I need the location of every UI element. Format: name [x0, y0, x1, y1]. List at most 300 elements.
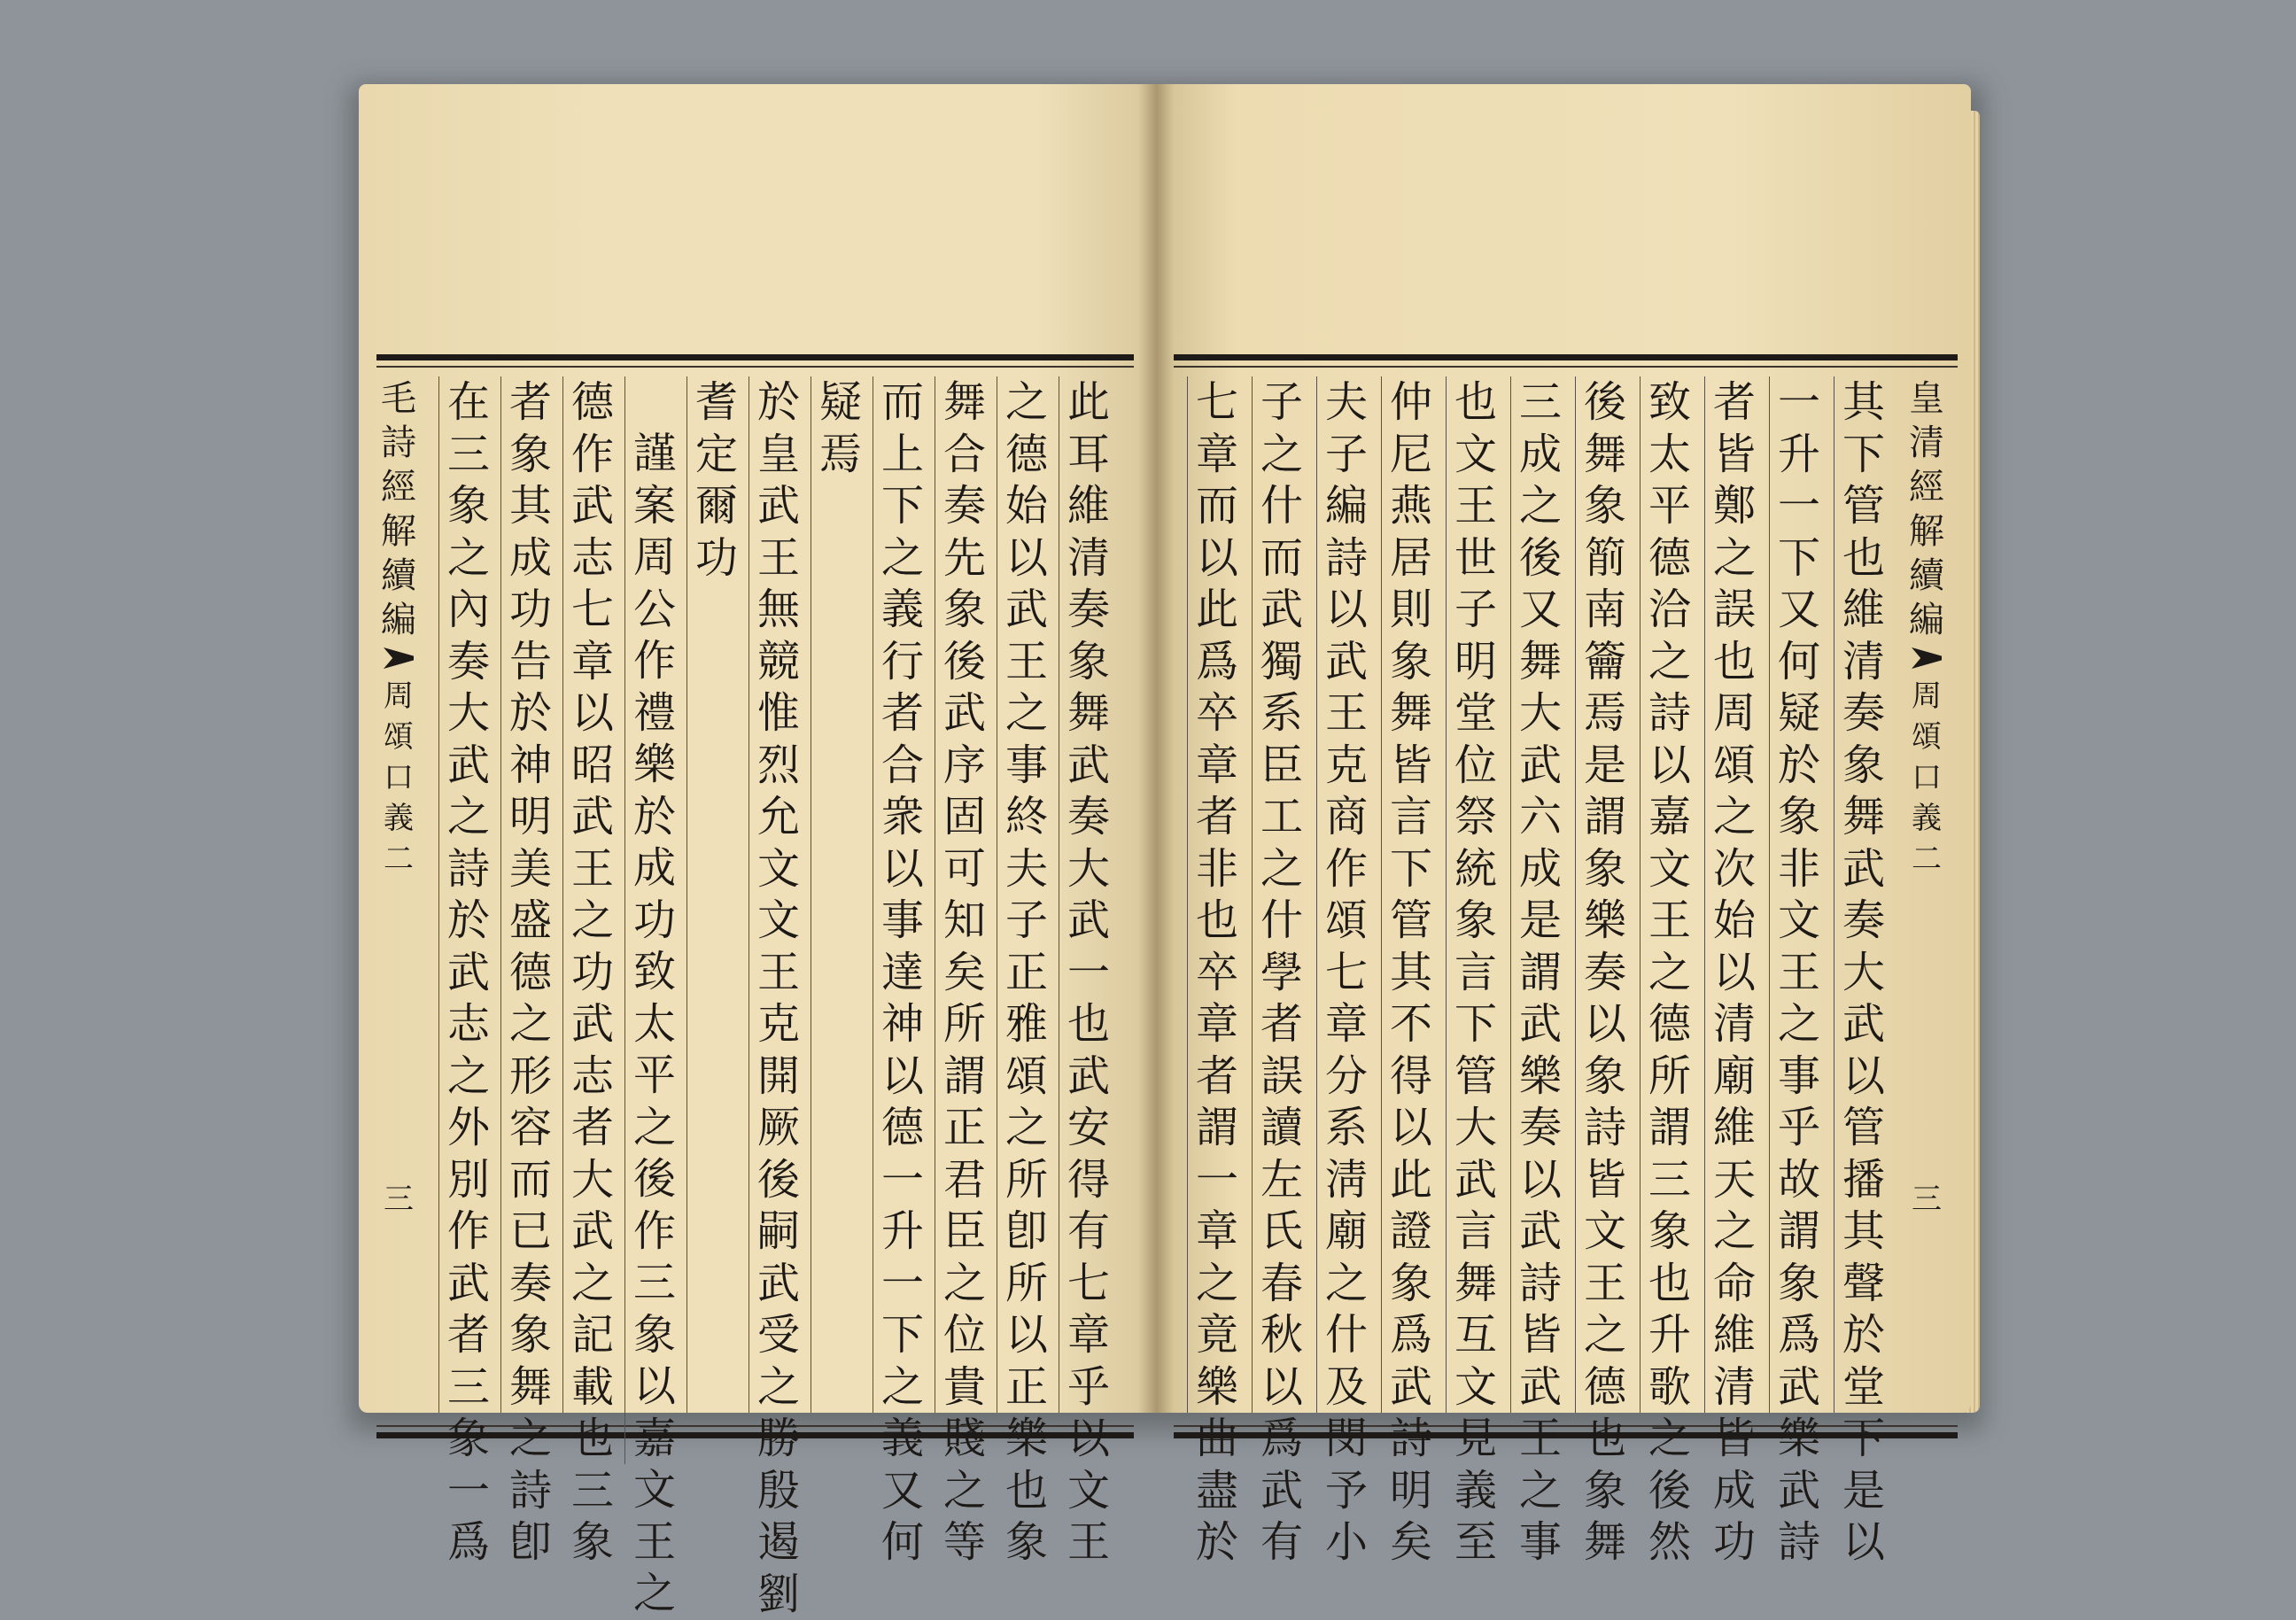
character: 以: [1000, 532, 1053, 585]
character: 讀: [1255, 1102, 1308, 1154]
character: 奏: [1514, 1102, 1567, 1154]
character: 之: [566, 1258, 619, 1310]
character: 克: [752, 998, 805, 1050]
left-page: [359, 84, 1156, 1413]
character: 奏: [442, 636, 495, 688]
character: 昭: [566, 740, 619, 792]
character: 左: [1255, 1154, 1308, 1206]
character: 南: [1578, 584, 1632, 636]
character: 文: [1578, 1205, 1632, 1258]
character: 衆: [876, 791, 929, 843]
character: 競: [752, 636, 805, 688]
character: 克: [1320, 740, 1373, 792]
character: 武: [1772, 1361, 1826, 1414]
character: 商: [1320, 791, 1373, 843]
character: 誤: [1255, 1050, 1308, 1103]
character: 舞: [1837, 791, 1890, 843]
character: 之: [1772, 998, 1826, 1050]
character: 武: [1772, 1465, 1826, 1517]
character: 言: [1449, 1205, 1502, 1258]
character: 秋: [1255, 1309, 1308, 1361]
character: 之: [1514, 1465, 1567, 1517]
character: 象: [1578, 843, 1632, 895]
character: 章: [566, 636, 619, 688]
character: 者: [504, 376, 557, 429]
character: 系: [1255, 687, 1308, 740]
character: 也: [1837, 532, 1890, 585]
character: 武: [566, 1205, 619, 1258]
character: 謂: [1643, 1102, 1696, 1154]
character: 於: [752, 376, 805, 429]
character: 耆: [690, 376, 743, 429]
character: 文: [1643, 843, 1696, 895]
character: 文: [752, 895, 805, 947]
character: 所: [1000, 1258, 1053, 1310]
character: 事: [876, 895, 929, 947]
character: 以: [876, 1050, 929, 1103]
character: 堂: [1449, 687, 1502, 740]
character: 劉: [752, 1569, 805, 1620]
character: 之: [1643, 1413, 1696, 1465]
character: 者: [1255, 998, 1308, 1050]
character: 奏: [1062, 584, 1115, 636]
character: 以: [1837, 1050, 1890, 1103]
glyph: 二: [1912, 839, 1942, 880]
text-column: [935, 376, 994, 1413]
character: 作: [628, 1205, 681, 1258]
character: 而: [876, 376, 929, 429]
glyph: 詩: [381, 421, 416, 465]
character: 六: [1514, 791, 1567, 843]
character: 此: [1385, 1154, 1438, 1206]
character: 以: [1708, 947, 1761, 999]
character: 籥: [1578, 636, 1632, 688]
character: 武: [1385, 1361, 1438, 1414]
character: 外: [442, 1102, 495, 1154]
character: 以: [1320, 584, 1373, 636]
character: 後: [628, 1153, 681, 1205]
character: 所: [1000, 1154, 1053, 1206]
character: 七: [1191, 376, 1244, 429]
character: 嘉: [1643, 791, 1696, 843]
character: 象: [1449, 895, 1502, 947]
character: 達: [876, 947, 929, 999]
character: 奏: [1837, 687, 1890, 740]
character: 內: [442, 584, 495, 636]
character: 七: [1062, 1258, 1115, 1310]
text-column: [1640, 376, 1699, 1413]
character: 賤: [938, 1413, 991, 1465]
text-column: [624, 376, 684, 1464]
character: 竟: [1191, 1309, 1244, 1361]
glyph: 續: [381, 554, 416, 598]
glyph: 編: [381, 598, 416, 642]
character: 成: [1514, 429, 1567, 481]
character: 其: [1837, 376, 1890, 429]
character: 王: [1772, 947, 1826, 999]
character: 樂: [1191, 1361, 1244, 1414]
character: 舞: [504, 1361, 557, 1414]
character: 也: [1191, 895, 1244, 947]
character: 下: [1837, 429, 1890, 481]
character: 之: [1255, 429, 1308, 481]
character: 舞: [1578, 429, 1632, 481]
right-page-frame: [1174, 354, 1958, 1438]
character: 武: [1449, 1154, 1502, 1206]
character: 之: [1000, 687, 1053, 740]
character: 獨: [1255, 636, 1308, 688]
fish-tail-mark: [1912, 647, 1942, 669]
character: 箾: [1578, 532, 1632, 585]
character: 文: [1449, 429, 1502, 481]
text-column: [1316, 376, 1376, 1413]
character: 管: [1837, 1102, 1890, 1154]
character: 神: [876, 998, 929, 1050]
character: 七: [566, 584, 619, 636]
character: 君: [938, 1154, 991, 1206]
character: 公: [628, 584, 681, 636]
character: 而: [1191, 480, 1244, 532]
text-column: [1769, 376, 1828, 1413]
character: 以: [876, 843, 929, 895]
character: 耳: [1062, 429, 1115, 481]
character: 氏: [1255, 1205, 1308, 1258]
character: 武: [566, 998, 619, 1050]
character: 章: [1191, 998, 1244, 1050]
character: 義: [876, 584, 929, 636]
character: 武: [566, 480, 619, 532]
character: 疑: [1772, 687, 1826, 740]
character: 分: [1320, 1050, 1373, 1103]
character: 是: [1578, 740, 1632, 792]
character: 德: [876, 1102, 929, 1154]
character: 之: [938, 1258, 991, 1310]
character: 者: [566, 1102, 619, 1154]
character: 武: [1514, 740, 1567, 792]
character: 於: [1191, 1516, 1244, 1569]
character: 王: [566, 843, 619, 895]
text-column: [749, 376, 808, 1413]
character: 詩: [1514, 1258, 1567, 1310]
character: 正: [938, 1102, 991, 1154]
character: 之: [1708, 791, 1761, 843]
character: 有: [1255, 1516, 1308, 1569]
character: 象: [1062, 636, 1115, 688]
character: 事: [1772, 1050, 1826, 1103]
left-centre-strip: [376, 376, 421, 1413]
character: 武: [752, 1258, 805, 1310]
character: 文: [1772, 895, 1826, 947]
character: 象: [938, 584, 991, 636]
character: 成: [1708, 1465, 1761, 1517]
character: 三: [442, 1361, 495, 1414]
character: 以: [566, 687, 619, 740]
character: 之: [938, 1465, 991, 1517]
character: 大: [1514, 687, 1567, 740]
character: 所: [1643, 1050, 1696, 1103]
character: 之: [876, 1361, 929, 1414]
character: 工: [1255, 791, 1308, 843]
character: 王: [1062, 1516, 1115, 1569]
character: 開: [752, 1050, 805, 1103]
character: 象: [1837, 740, 1890, 792]
character: 功: [690, 532, 743, 585]
character: 管: [1385, 895, 1438, 947]
character: 志: [442, 998, 495, 1050]
glyph: 續: [1909, 554, 1944, 598]
text-column: [686, 376, 746, 1413]
character: 文: [752, 843, 805, 895]
character: 武: [442, 947, 495, 999]
glyph: 二: [384, 839, 414, 880]
character: 德: [1000, 429, 1053, 481]
character: 此: [1062, 376, 1115, 429]
character: 大: [1449, 1102, 1502, 1154]
character: 武: [752, 480, 805, 532]
character: 升: [1643, 1309, 1696, 1361]
character: 德: [1578, 1361, 1632, 1414]
character: 始: [1708, 895, 1761, 947]
centre-title: [1909, 376, 1944, 642]
character: 武: [1514, 1205, 1567, 1258]
character: 王: [1643, 895, 1696, 947]
character: 志: [566, 532, 619, 585]
text-column: [997, 376, 1056, 1413]
character: 而: [1255, 532, 1308, 585]
character: 三: [566, 1465, 619, 1517]
character: 世: [1449, 532, 1502, 585]
character: 平: [628, 1050, 681, 1102]
character: 乎: [1062, 1361, 1115, 1414]
character: 告: [504, 636, 557, 688]
character: 明: [1385, 1465, 1438, 1517]
character: 致: [1643, 376, 1696, 429]
character: 象: [1772, 1258, 1826, 1310]
character: 維: [1708, 1309, 1761, 1361]
character: 之: [504, 998, 557, 1050]
character: 也: [1578, 1413, 1632, 1465]
character: 見: [1449, 1413, 1502, 1465]
character: 義: [1449, 1465, 1502, 1517]
centre-title: [381, 376, 416, 642]
character: 功: [628, 895, 681, 947]
character: 之: [504, 1413, 557, 1465]
character: 象: [1000, 1516, 1053, 1569]
character: 序: [938, 740, 991, 792]
character: 什: [1255, 895, 1308, 947]
character: 播: [1837, 1154, 1890, 1206]
character: 以: [1643, 740, 1696, 792]
character: 王: [628, 1516, 681, 1569]
character: 清: [1062, 532, 1115, 585]
character: 廟: [1320, 1205, 1373, 1258]
character: 上: [876, 429, 929, 481]
character: 無: [752, 584, 805, 636]
character: 功: [504, 584, 557, 636]
glyph: 口: [1912, 757, 1942, 798]
character: 樂: [1514, 1050, 1567, 1103]
glyph: 周: [384, 676, 414, 717]
character: 舞: [1385, 687, 1438, 740]
character: 祭: [1449, 791, 1502, 843]
character: 武: [1062, 895, 1115, 947]
character: 其: [504, 480, 557, 532]
glyph: 清: [1909, 421, 1944, 465]
character: 之: [442, 791, 495, 843]
character: 夫: [1000, 843, 1053, 895]
character: 者: [876, 687, 929, 740]
character: 尼: [1385, 429, 1438, 481]
character: 也: [1449, 376, 1502, 429]
character: 下: [1837, 1413, 1890, 1465]
character: 之: [442, 532, 495, 585]
character: 德: [566, 376, 619, 429]
glyph: 解: [381, 509, 416, 554]
glyph: 毛: [381, 376, 416, 421]
character: 皆: [1578, 1154, 1632, 1206]
character: 武: [1514, 1361, 1567, 1414]
character: 作: [566, 429, 619, 481]
character: 臣: [938, 1205, 991, 1258]
character: 皆: [1708, 429, 1761, 481]
character: 什: [1255, 480, 1308, 532]
glyph: 經: [381, 465, 416, 509]
character: 章: [1062, 1309, 1115, 1361]
character: 是: [1514, 895, 1567, 947]
character: 歌: [1643, 1361, 1696, 1414]
character: 知: [938, 895, 991, 947]
character: 嘉: [628, 1413, 681, 1465]
leaf-number: 三: [1912, 1174, 1942, 1218]
character: 鄭: [1708, 480, 1761, 532]
glyph: 經: [1909, 465, 1944, 509]
character: 以: [1578, 998, 1632, 1050]
character: 之: [1708, 1205, 1761, 1258]
character: 載: [566, 1361, 619, 1414]
character: 成: [1514, 843, 1567, 895]
character: 大: [442, 687, 495, 740]
character: 下: [876, 480, 929, 532]
character: 而: [504, 1154, 557, 1206]
character: 也: [1708, 636, 1761, 688]
text-column: [1510, 376, 1570, 1413]
character: 七: [1320, 947, 1373, 999]
character: 下: [1772, 532, 1826, 585]
character: 得: [1062, 1154, 1115, 1206]
character: 所: [938, 998, 991, 1050]
character: 以: [628, 1360, 681, 1413]
character: 則: [1385, 584, 1438, 636]
character: 一: [1772, 480, 1826, 532]
character: 後: [1643, 1465, 1696, 1517]
character: 美: [504, 843, 557, 895]
glyph: 義: [1912, 798, 1942, 839]
character: 一: [1062, 947, 1115, 999]
character: 其: [1385, 947, 1438, 999]
right-centre-strip: [1900, 376, 1953, 1413]
character: 於: [442, 895, 495, 947]
character: 管: [1837, 480, 1890, 532]
character: 象: [504, 429, 557, 481]
character: 正: [1000, 1361, 1053, 1414]
character: 合: [938, 429, 991, 481]
character: 頌: [1000, 1050, 1053, 1103]
character: 章: [1191, 740, 1244, 792]
character: 詩: [1643, 687, 1696, 740]
character: 一: [876, 1154, 929, 1206]
character: 於: [1772, 740, 1826, 792]
character: 位: [938, 1309, 991, 1361]
character: 德: [1643, 998, 1696, 1050]
character: 爲: [1385, 1309, 1438, 1361]
character: 詩: [1772, 1516, 1826, 1569]
character: 誤: [1708, 584, 1761, 636]
character: 是: [1837, 1465, 1890, 1517]
character: 象: [628, 1309, 681, 1361]
character: 何: [876, 1516, 929, 1569]
character: 事: [1000, 740, 1053, 792]
character: 德: [1643, 532, 1696, 585]
character: 之: [566, 895, 619, 947]
character: 以: [1385, 1102, 1438, 1154]
character: 後: [1578, 376, 1632, 429]
character: 於: [504, 687, 557, 740]
character: 舞: [1578, 1516, 1632, 1569]
text-column: [811, 376, 870, 1413]
character: 也: [1643, 1258, 1696, 1310]
character: 之: [1708, 532, 1761, 585]
character: 系: [1320, 1102, 1373, 1154]
character: 互: [1449, 1309, 1502, 1361]
character: 三: [1643, 1154, 1696, 1206]
character: 象: [566, 1516, 619, 1569]
character: 子: [1255, 376, 1308, 429]
character: 謂: [1772, 1205, 1826, 1258]
character: 象: [1578, 480, 1632, 532]
character: 王: [752, 947, 805, 999]
character: 下: [1385, 843, 1438, 895]
character: 詩: [504, 1465, 557, 1517]
character: 詩: [1578, 1102, 1632, 1154]
character: 象: [442, 1413, 495, 1465]
character: 之: [628, 1102, 681, 1154]
character: 疑: [814, 376, 867, 429]
glyph: 周: [1912, 676, 1942, 717]
character: 皆: [1514, 1309, 1567, 1361]
character: 武: [938, 687, 991, 740]
character: 清: [1708, 1361, 1761, 1414]
character: 形: [504, 1050, 557, 1103]
character: 統: [1449, 843, 1502, 895]
text-column: [1446, 376, 1505, 1413]
character: 焉: [1578, 687, 1632, 740]
character: 於: [628, 791, 681, 843]
character: 之: [1191, 1258, 1244, 1310]
character: 舞: [1449, 1258, 1502, 1310]
text-column: [1059, 376, 1118, 1413]
glyph: 頌: [384, 717, 414, 757]
character: 等: [938, 1516, 991, 1569]
character: 小: [1320, 1516, 1373, 1569]
character: 又: [1514, 584, 1567, 636]
character: 武: [1255, 1465, 1308, 1517]
character: 武: [1062, 1050, 1115, 1103]
character: 舞: [1062, 687, 1115, 740]
character: 維: [1708, 1102, 1761, 1154]
character: 之: [1320, 1258, 1373, 1310]
character: 象: [1643, 1205, 1696, 1258]
character: 非: [1772, 843, 1826, 895]
